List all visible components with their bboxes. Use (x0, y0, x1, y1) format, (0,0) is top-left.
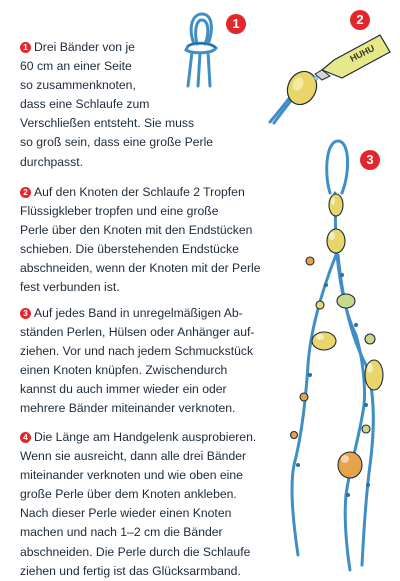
step-1-line-5: Verschließen entsteht. Sie muss (20, 116, 195, 131)
step-4-line-4: große Perle über dem Knoten ankleben. (20, 487, 237, 502)
knot-loop-illustration (170, 8, 230, 88)
step-3-line-4: einen Knoten knüpfen. Zwischendurch (20, 363, 228, 378)
illustration-1-badge: 1 (226, 14, 246, 34)
bead (316, 301, 324, 309)
bead (362, 425, 370, 433)
step-4-line-7: abschneiden. Die Perle durch die Schlaufe (20, 544, 251, 559)
bead (338, 452, 362, 478)
glue-bead-illustration (260, 30, 395, 125)
step-4-text (20, 428, 256, 581)
bead (365, 360, 383, 390)
bead (312, 332, 336, 350)
step-4-line-2: Wenn sie ausreicht, dann alle drei Bänder (20, 449, 247, 464)
illustration-3-badge: 3 (360, 150, 380, 170)
step-3-line-6: mehrere Bänder miteinander verknoten. (20, 401, 236, 416)
bead (300, 393, 308, 401)
step-1-line-6: so groß sein, dass eine große Perle (20, 135, 214, 150)
bead (337, 294, 355, 308)
step-1-line-1: 1 Drei Bänder von je (20, 38, 213, 57)
step-2-line-5: abschneiden, wenn der Knoten mit der Perle (20, 261, 261, 276)
step-3-line-5: kannst du auch immer wieder ein oder (20, 382, 227, 397)
step-3-number: 3 (20, 308, 31, 319)
step-4-number: 4 (20, 432, 31, 443)
step-1-number: 1 (20, 42, 31, 53)
step-2-line-3: Perle über den Knoten mit den Endstücken (20, 223, 253, 238)
bead (306, 257, 314, 265)
bead (365, 334, 375, 344)
step-4-line-6: machen und nach 1–2 cm die Bänder (20, 525, 223, 540)
step-1-line-2: 60 cm an einer Seite (20, 59, 132, 74)
step-2-line-6: fest verbunden ist. (20, 280, 120, 295)
step-2-text (20, 183, 261, 298)
illustration-2-badge: 2 (350, 10, 370, 30)
step-2-line-1: 2 Auf den Knoten der Schlaufe 2 Tropfen (20, 183, 261, 202)
step-2-line-2: Flüssigkleber tropfen und eine große (20, 204, 219, 219)
step-1-line-4: dass eine Schlaufe zum (20, 97, 150, 112)
step-4-line-5: Nach dieser Perle wieder einen Knoten (20, 506, 232, 521)
step-4-line-3: miteinander verknoten und wie oben eine (20, 468, 243, 483)
step-3-text (20, 304, 254, 419)
step-4-line-8: ziehen und fertig ist das Glücksarmband. (20, 563, 241, 578)
step-3-line-2: ständen Perlen, Hülsen oder Anhänger auf- (20, 325, 255, 340)
step-1-line-3: so zusammenknoten, (20, 78, 136, 93)
step-2-line-4: schieben. Die überstehenden Endstücke (20, 242, 239, 257)
glue-tube-label: HUHU (348, 43, 377, 64)
step-1-line-7: durchpasst. (20, 154, 84, 169)
step-3-line-1: 3 Auf jedes Band in unregelmäßigen Ab- (20, 304, 254, 323)
glue-tube (315, 35, 390, 80)
bead (291, 432, 298, 439)
bead (329, 194, 343, 216)
bracelet-illustration (280, 135, 392, 575)
step-4-line-1: 4 Die Länge am Handgelenk ausprobieren. (20, 428, 256, 447)
step-2-number: 2 (20, 187, 31, 198)
step-3-line-3: ziehen. Vor und nach jedem Schmuckstück (20, 344, 254, 359)
bead (327, 229, 345, 253)
